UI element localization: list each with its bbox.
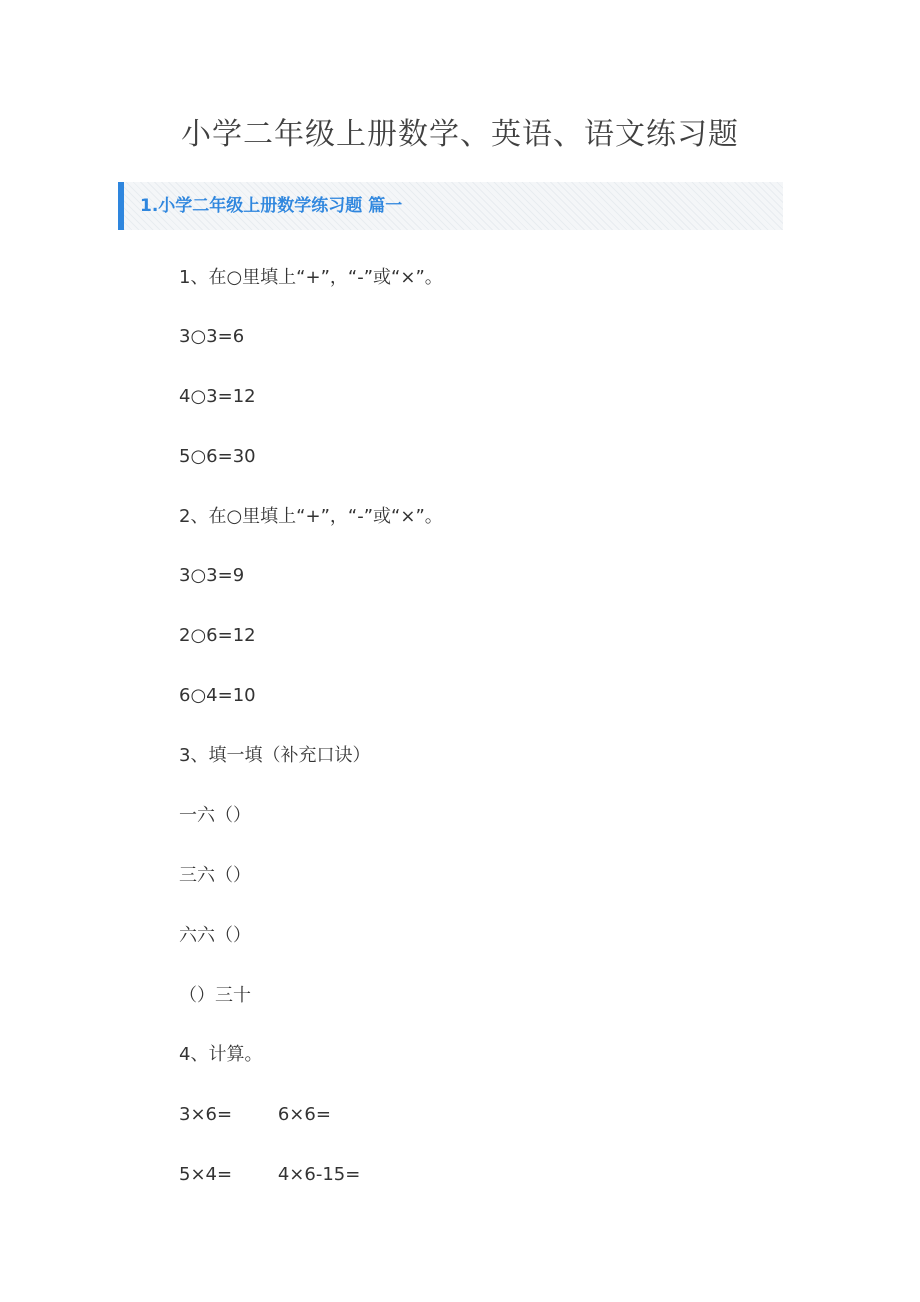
- exercise-line: 3×6= 6×6=: [179, 1104, 331, 1125]
- exercise-line: 2○6=12: [179, 625, 256, 646]
- question-3-instruction: 3、填一填（补充口诀）: [179, 745, 371, 766]
- exercise-line: 一六（）: [179, 805, 251, 826]
- question-1-instruction: 1、在○里填上“+”，“-”或“×”。: [179, 267, 443, 288]
- section-heading-bar: [118, 182, 783, 230]
- question-2-instruction: 2、在○里填上“+”，“-”或“×”。: [179, 506, 443, 527]
- exercise-line: （）三十: [179, 985, 251, 1006]
- section-heading: 1.小学二年级上册数学练习题 篇一: [140, 196, 403, 216]
- exercise-line: 5×4= 4×6-15=: [179, 1164, 361, 1185]
- exercise-line: 4○3=12: [179, 386, 256, 407]
- exercise-line: 三六（）: [179, 865, 251, 886]
- exercise-line: 六六（）: [179, 925, 251, 946]
- exercise-line: 3○3=6: [179, 326, 245, 347]
- exercise-line: 3○3=9: [179, 565, 245, 586]
- exercise-line: 6○4=10: [179, 685, 256, 706]
- exercise-line: 5○6=30: [179, 446, 256, 467]
- question-4-instruction: 4、计算。: [179, 1044, 263, 1065]
- page-title: 小学二年级上册数学、英语、语文练习题: [181, 117, 739, 152]
